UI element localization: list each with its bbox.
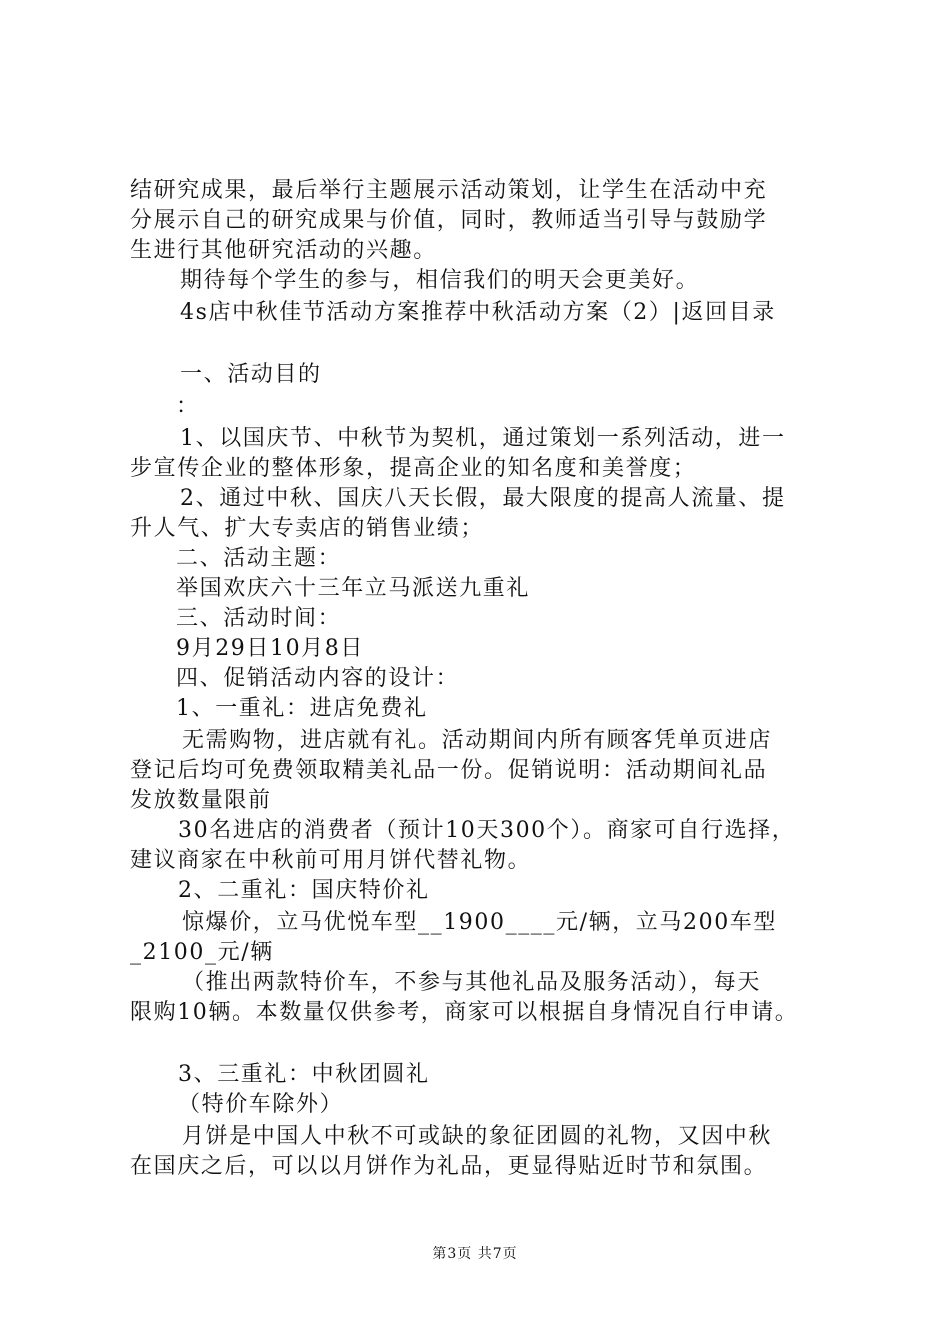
text-line: 登记后均可免费领取精美礼品一份。促销说明：活动期间礼品 [130,758,768,783]
text-line: _2100_元/辆 [130,940,274,965]
text-line: 1、一重礼：进店免费礼 [176,696,428,721]
text-line: 期待每个学生的参与，相信我们的明天会更美好。 [180,268,700,293]
text-line: 生进行其他研究活动的兴趣。 [130,238,437,263]
text-line: （特价车除外） [178,1092,344,1117]
text-line: ： [176,394,200,419]
text-line: 2、通过中秋、国庆八天长假，最大限度的提高人流量、提 [180,486,786,511]
text-line: 无需购物，进店就有礼。活动期间内所有顾客凭单页进店 [182,728,773,753]
text-line: 30名进店的消费者（预计10天300个）。商家可自行选择， [178,818,796,843]
text-line: 举国欢庆六十三年立马派送九重礼 [176,576,531,601]
text-line: （推出两款特价车，不参与其他礼品及服务活动），每天 [182,970,762,995]
text-line: 9月29日10月8日 [176,636,364,661]
section-heading: 3、三重礼：中秋团圆礼 [178,1062,430,1087]
text-line: 1、以国庆节、中秋节为契机，通过策划一系列活动，进一 [180,426,786,451]
text-line: 建议商家在中秋前可用月饼代替礼物。 [130,848,532,873]
text-line: 在国庆之后，可以以月饼作为礼品，更显得贴近时节和氛围。 [130,1154,768,1179]
text-line: 月饼是中国人中秋不可或缺的象征团圆的礼物，又因中秋 [182,1124,773,1149]
text-line: 升人气、扩大专卖店的销售业绩； [130,516,485,541]
section-heading: 三、活动时间： [176,606,342,631]
text-line: 步宣传企业的整体形象，提高企业的知名度和美誉度； [130,456,697,481]
text-line: 2、二重礼：国庆特价礼 [178,878,430,903]
text-line: 分展示自己的研究成果与价值，同时，教师适当引导与鼓励学 [130,208,768,233]
section-heading: 一、活动目的 [180,362,322,387]
text-line: 结研究成果，最后举行主题展示活动策划，让学生在活动中充 [130,178,768,203]
page-number: 第3页 共7页 [432,1246,518,1262]
section-heading: 四、促销活动内容的设计： [176,666,460,691]
text-line: 发放数量限前 [130,788,272,813]
toc-return-link[interactable]: 4s店中秋佳节活动方案推荐中秋活动方案（2）|返回目录 [180,300,776,325]
section-heading: 二、活动主题： [176,546,342,571]
text-line: 惊爆价，立马优悦车型__1900____元/辆，立马200车型 [182,910,777,935]
text-line: 限购10辆。本数量仅供参考，商家可以根据自身情况自行申请。 [130,1000,799,1025]
